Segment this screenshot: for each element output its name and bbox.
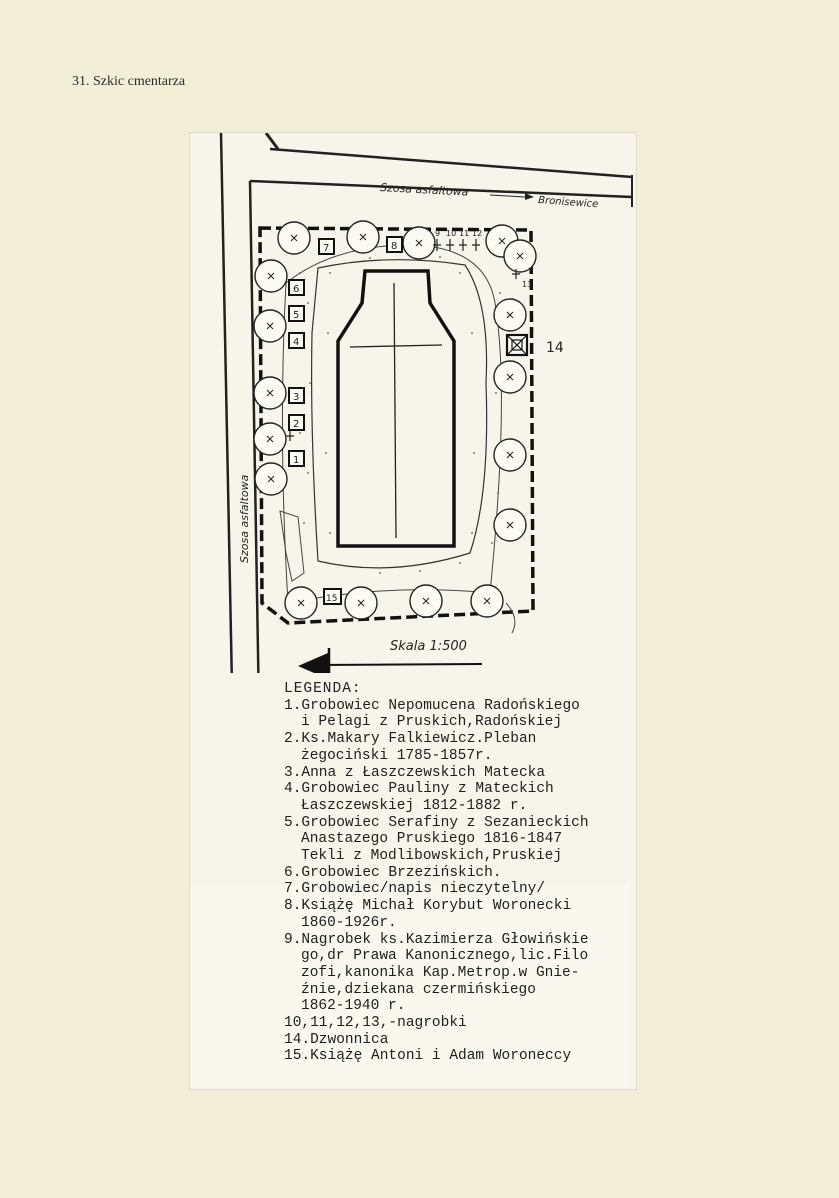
legend-line: Łaszczewskiej 1812-1882 r. [301, 797, 528, 814]
grave-3 [289, 388, 304, 403]
svg-text:5: 5 [293, 310, 300, 321]
svg-text:2: 2 [293, 419, 300, 430]
svg-text:10: 10 [446, 229, 457, 238]
legend-line: 9.Nagrobek ks.Kazimierza Głowińskie [284, 931, 589, 948]
legend-line: Tekli z Modlibowskich,Pruskiej [301, 848, 563, 865]
grave-4 [289, 333, 304, 348]
grave-7 [319, 239, 334, 254]
road-arrow [490, 195, 525, 197]
svg-text:8: 8 [391, 241, 398, 252]
legend-line: 5.Grobowiec Serafiny z Sezanieckich [284, 814, 589, 831]
church-cross [350, 345, 442, 347]
legend-line: Anastazego Pruskiego 1816-1847 [301, 831, 563, 848]
grave-6 [289, 280, 304, 295]
svg-text:6: 6 [293, 284, 300, 295]
svg-text:11: 11 [459, 229, 470, 238]
grave-15 [324, 589, 341, 604]
legend-line: 6.Grobowiec Brzezińskich. [284, 864, 502, 881]
legend-line: go,dr Prawa Kanonicznego,lic.Filo [301, 948, 589, 965]
grave-8 [387, 237, 402, 252]
svg-text:12: 12 [472, 229, 483, 238]
grave-markers [289, 237, 402, 604]
legend-line: 1.Grobowiec Nepomucena Radońskiego [284, 697, 580, 714]
road-line [221, 133, 236, 673]
legend-line: źnie,dziekana czermińskiego [301, 981, 536, 998]
grave-1 [289, 451, 304, 466]
legend [284, 681, 589, 1065]
cemetery-sketch-sheet [189, 132, 637, 1090]
legend-line: 14.Dzwonnica [284, 1031, 389, 1048]
svg-text:15: 15 [326, 594, 338, 604]
grave-2 [289, 415, 304, 430]
legend-line: 3.Anna z Łaszczewskich Matecka [284, 764, 546, 781]
legend-heading: LEGENDA: [284, 681, 362, 697]
svg-text:9: 9 [435, 229, 441, 238]
grave-5 [289, 306, 304, 321]
legend-line: 4.Grobowiec Pauliny z Mateckich [284, 781, 554, 798]
north-arrow-head [298, 653, 328, 673]
legend-line: 15.Książę Antoni i Adam Woroneccy [284, 1048, 572, 1065]
road-top-label: Szosa asfaltowa [379, 181, 469, 199]
legend-line: 1860-1926r. [301, 914, 397, 931]
scale-label: Skala 1:500 [390, 639, 467, 654]
legend-line: 10,11,12,13,-nagrobki [284, 1015, 467, 1032]
road-line [270, 149, 632, 177]
side-bed [280, 511, 304, 581]
legend-line: zofi,kanonika Kap.Metrop.w Gnie- [301, 964, 580, 981]
footpath [506, 603, 515, 633]
bell-tower [507, 335, 527, 355]
svg-text:3: 3 [293, 392, 300, 403]
road-left-label: Szosa asfaltowa [238, 474, 251, 563]
legend-line: 2.Ks.Makary Falkiewicz.Pleban [284, 731, 537, 748]
bell-tower-number: 14 [546, 340, 564, 356]
north-arrow [314, 664, 482, 665]
svg-text:13: 13 [522, 280, 533, 289]
svg-text:7: 7 [323, 243, 330, 254]
road-line [266, 133, 278, 149]
svg-text:4: 4 [293, 337, 300, 348]
legend-line: i Pelagi z Pruskich,Radońskiej [301, 714, 563, 731]
legend-line: 7.Grobowiec/napis nieczytelny/ [284, 881, 546, 898]
legend-line: żegociński 1785-1857r. [301, 747, 493, 764]
legend-line: 1862-1940 r. [301, 998, 406, 1015]
legend-line: 8.Książę Michał Korybut Woronecki [284, 898, 572, 915]
page-title: 31. Szkic cmentarza [72, 74, 186, 89]
svg-text:1: 1 [293, 455, 300, 466]
road-top-destination: Bronisewice [537, 195, 599, 211]
church-cross [394, 283, 396, 538]
cemetery-map [190, 133, 636, 673]
